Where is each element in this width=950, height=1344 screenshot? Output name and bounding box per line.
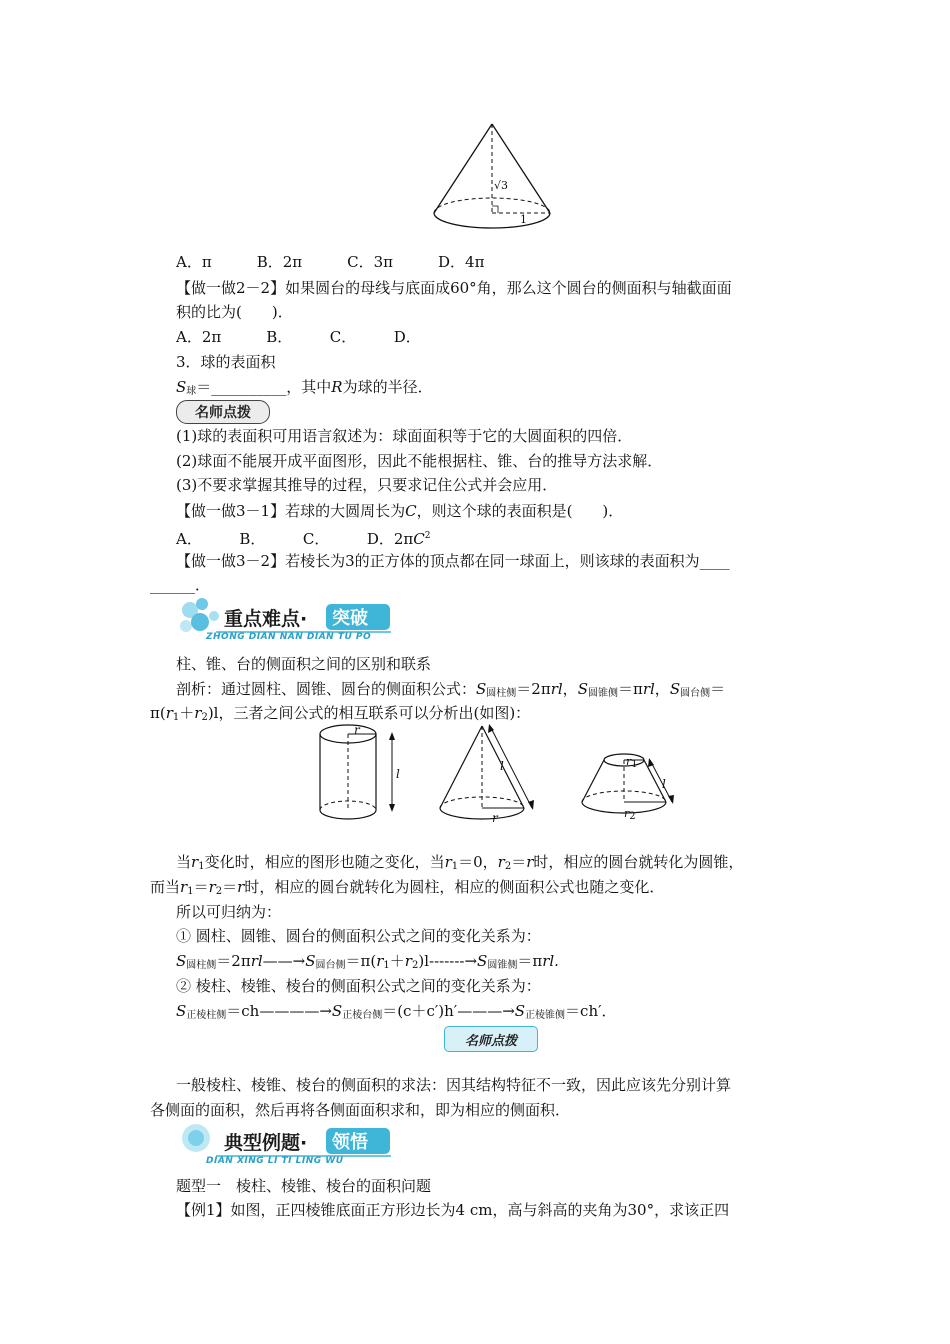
formula-2: $S_{正棱柱侧}=ch————\to S_{正棱台侧}=(c+c')h'———\to S_{正棱锥侧}=ch'$． (176, 1002, 617, 1021)
q32-text-2: ______． (150, 576, 211, 594)
q31-text: 【做一做3－1】若球的大圆周长为C，则这个球的表面积是( )． (176, 502, 624, 520)
q1-options: A．π B．2π C．3π D．4π (176, 253, 485, 271)
cone-l-label: l (500, 759, 504, 773)
frustum-r2-label: $r_2$ (624, 807, 636, 822)
q22-text-1: 【做一做2－2】如果圆台的母线与底面成60°角，那么这个圆台的侧面积与轴截面面 (176, 279, 732, 297)
summary: 所以可归纳为： (176, 903, 282, 921)
analysis-line-1: 剖析：通过圆柱、圆锥、圆台的侧面积公式：$S_{圆柱侧}=2\pi rl$，$S_{圆锥侧}=\pi rl$，$S_{圆台侧}=$ (176, 680, 726, 699)
topic-title: 柱、锥、台的侧面积之间的区别和联系 (176, 655, 432, 673)
point-2: ② 棱柱、棱锥、棱台的侧面积公式之间的变化关系为： (176, 977, 541, 995)
change-line-2: 而当$r_1=r_2=r$时，相应的圆台就转化为圆柱，相应的侧面积公式也随之变化． (150, 878, 665, 897)
section3-title: 3．球的表面积 (176, 353, 276, 371)
q31-options: A． B． C． D．$2\pi C^2$ (176, 530, 431, 548)
frustum-l-label: l (662, 777, 666, 791)
banner-pinyin: ZHONG DIAN NAN DIAN TU PO (206, 632, 372, 642)
note-1: (1)球的表面积可用语言叙述为：球面面积等于它的大圆面积的四倍． (176, 427, 633, 445)
type-1: 题型一 棱柱、棱锥、棱台的面积问题 (176, 1177, 432, 1195)
cylinder-figure (310, 722, 410, 832)
note-2: (2)球面不能展开成平面图形，因此不能根据柱、锥、台的推导方法求解． (176, 452, 663, 470)
note-3: (3)不要求掌握其推导的过程，只要求记住公式并会应用． (176, 476, 558, 494)
q32-text-1: 【做一做3－2】若棱长为3的正方体的顶点都在同一球面上，则该球的表面积为____ (176, 552, 730, 570)
sphere-formula: $S_球=\_\_\_\_\_\_\_\_\_\_$，其中R为球的半径． (176, 378, 433, 397)
cone-r-label: r (492, 811, 498, 825)
cone-radius-label: 1 (520, 213, 527, 226)
banner-2-title: 典型例题· (224, 1132, 308, 1154)
q22-options: A．2π B． C． D． (176, 328, 421, 346)
cyl-r-label: r (354, 723, 360, 737)
general-line-1: 一般棱柱、棱锥、棱台的侧面积的求法：因其结构特征不一致，因此应该先分别计算 (176, 1076, 732, 1094)
formula-1: $S_{圆柱侧}=2\pi rl——\to S_{圆台侧}=\pi(r_1+r_2)l-------\to S_{圆锥侧}=\pi rl$. (176, 952, 559, 971)
frustum-r1-label: $r_1$ (626, 755, 638, 770)
cyl-l-label: l (396, 767, 400, 781)
tip-badge: 名师点拨 (176, 400, 270, 424)
banner-2-pinyin: DIAN XING LI TI LING WU (206, 1156, 344, 1166)
banner-accent: 突破 (332, 608, 368, 629)
cone-height-label: √3 (494, 179, 509, 192)
analysis-line-2: $\pi(r_1+r_2)l$，三者之间公式的相互联系可以分析出(如图)： (150, 704, 531, 723)
example-1: 【例1】如图，正四棱锥底面正方形边长为4 cm，高与斜高的夹角为30°，求该正四 (176, 1201, 730, 1219)
banner-2-accent: 领悟 (332, 1132, 368, 1153)
general-line-2: 各侧面的面积，然后再将各侧面面积求和，即为相应的侧面积． (150, 1101, 571, 1119)
tip-badge-2: 名师点拨 (444, 1026, 538, 1052)
point-1: ① 圆柱、圆锥、圆台的侧面积公式之间的变化关系为： (176, 927, 541, 945)
change-line-1: 当$r_1$变化时，相应的图形也随之变化，当$r_1=0$，$r_2=r$时，相应的圆台就转化为圆锥， (176, 853, 744, 872)
q22-text-2: 积的比为( )． (176, 303, 293, 321)
banner-title: 重点难点· (224, 608, 308, 630)
